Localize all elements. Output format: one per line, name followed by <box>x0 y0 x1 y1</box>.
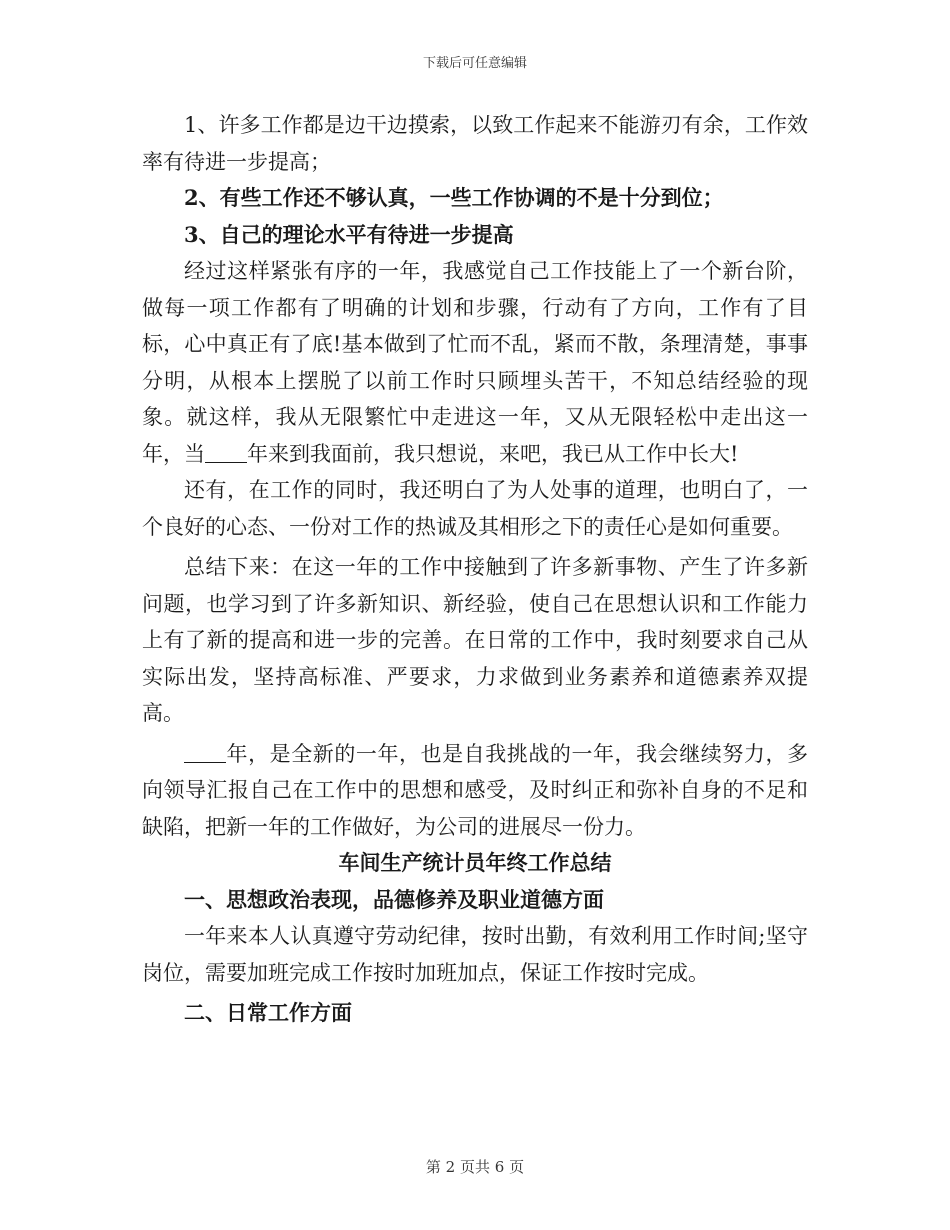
paragraph-ethics: 一年来本人认真遵守劳动纪律，按时出勤，有效利用工作时间;坚守岗位，需要加班完成工作按时加班加点，保证工作按时完成。 <box>142 924 808 985</box>
document-body <box>142 107 808 1032</box>
section-title: 车间生产统计员年终工作总结 <box>338 850 612 875</box>
paragraph-next-year-text: 年，是全新的一年，也是自我挑战的一年，我会继续努力，多向领导汇报自己在工作中的思想和感受，及时纠正和弥补自身的不足和缺陷，把新一年的工作做好，为公司的进展尽一份力。 <box>142 741 808 839</box>
year-blank <box>205 440 247 463</box>
paragraph-issue-1: 1、许多工作都是边干边摸索，以致工作起来不能游刃有余，工作效率有待进一步提高； <box>142 113 808 174</box>
year-blank <box>184 740 226 763</box>
paragraph-attitude: 还有，在工作的同时，我还明白了为人处事的道理，也明白了，一个良好的心态、一份对工作的热诚及其相形之下的责任心是如何重要。 <box>142 478 808 539</box>
paragraph-reflection-end: 年来到我面前，我只想说，来吧，我已从工作中长大! <box>247 441 739 466</box>
paragraph-issue-2: 2、有些工作还不够认真，一些工作协调的不是十分到位； <box>184 185 724 210</box>
page-header: 下载后可任意编辑 <box>422 56 527 71</box>
paragraph-reflection <box>142 253 808 472</box>
paragraph-reflection-text: 经过这样紧张有序的一年，我感觉自己工作技能上了一个新台阶，做每一项工作都有了明确的计划和步骤，行动有了方向，工作有了目标，心中真正有了底!基本做到了忙而不乱，紧而不散，条理清楚，事事分明，从根本上摆脱了以前工作时只顾埋头苦干，不知总结经验的现象。就这样，我从无限繁忙中走进这一年，又从无限轻松中走出这一年，当 <box>142 259 808 466</box>
paragraph-next-year <box>142 736 808 846</box>
heading-daily-work: 二、日常工作方面 <box>184 1000 352 1025</box>
paragraph-summary: 总结下来：在这一年的工作中接触到了许多新事物、产生了许多新问题，也学习到了许多新知识、新经验，使自己在思想认识和工作能力上有了新的提高和进一步的完善。在日常的工作中，我时刻要求自己从实际出发，坚持高标准、严要求，力求做到业务素养和道德素养双提高。 <box>142 555 808 725</box>
paragraph-issue-3: 3、自己的理论水平有待进一步提高 <box>184 221 514 247</box>
page-footer: 第 2 页共 6 页 <box>425 1158 525 1176</box>
heading-ethics: 一、思想政治表现，品德修养及职业道德方面 <box>184 886 604 912</box>
